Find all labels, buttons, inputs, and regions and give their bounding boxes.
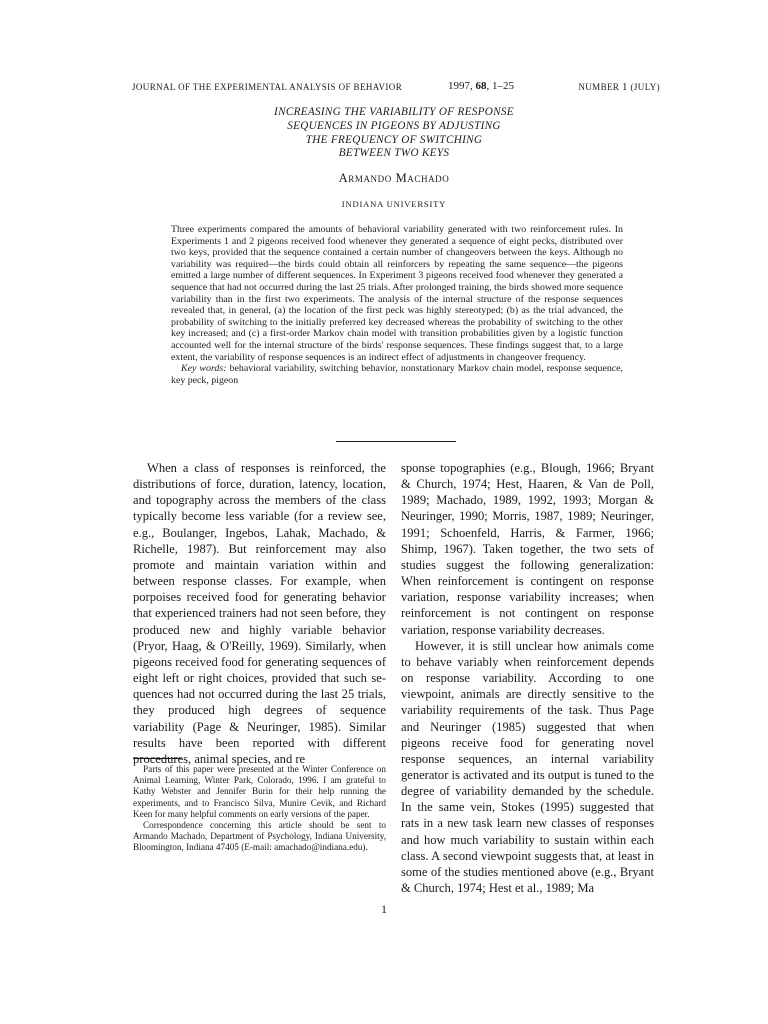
keywords-label: Key words: bbox=[181, 363, 227, 375]
body-paragraph: When a class of responses is reinforced, the distributions of force, duration, latency, location, and topography across the members of the class typically become less variable (for a review see, e.g., Boulanger, Ingebos, Lahak, Machado, & Richelle, 1987). But reinforcement may also promote and maintain variation within and between response classes. For example, when porpoises received food for generating behavior that experienced trainers had not seen before, they produced new and highly variable behavior (Pryor, Haag, & O'Reilly, 1969). Similarly, when pigeons received food for generating sequences of eight left or right choices, provided that such sequences had not occurred during the last 25 trials, they produced high degrees of sequence variability (Page & Neuringer, 1985). Similar results have been reported with different procedures, animal species, and re bbox=[133, 461, 386, 766]
author-affiliation: INDIANA UNIVERSITY bbox=[341, 199, 447, 209]
keywords bbox=[171, 363, 623, 386]
title-line: THE FREQUENCY OF SWITCHING bbox=[305, 133, 483, 146]
citation-volume: 68 bbox=[475, 80, 487, 92]
footnotes bbox=[133, 764, 386, 854]
body-column-left bbox=[133, 460, 386, 767]
journal-name: JOURNAL OF THE EXPERIMENTAL ANALYSIS OF BEHAVIOR bbox=[132, 82, 403, 92]
article-title bbox=[184, 106, 604, 161]
body-column-right bbox=[401, 460, 654, 896]
footnote-divider bbox=[133, 758, 181, 759]
issue-number bbox=[578, 80, 660, 94]
footnote: Correspondence concerning this article should be sent to Armando Machado, Department of Psychology, Indiana University, Bloomington, Indiana 47405 (E-mail: amachado@indiana.edu). bbox=[133, 820, 386, 853]
issue-number-label: NUMBER bbox=[578, 82, 622, 92]
title-line: SEQUENCES IN PIGEONS BY ADJUSTING bbox=[287, 119, 501, 132]
abstract-text: Three experiments compared the amounts of behavioral variability generated with two reinforcement rules. In Experiments 1 and 2 pigeons received food whenever they generated a sequence of eight pecks, distributed over two keys, provided that the sequence contained a certain number of changeovers between the keys. Although no variability was required—the birds could obtain all reinforcers by repeating the same sequence—the pigeons emitted a large number of different sequences. In Experiment 3 pigeons received food whenever they generated a sequence that had not occurred during the last 25 trials. After prolonged training, the birds showed more sequence variability than in the first two experiments. The analysis of the internal structure of the response sequences revealed that, in general, (a) the location of the first peck was highly stereotyped; (b) as the trial advanced, the probability of switching to the initially preferred key decreased whereas the probability of switching to the other key increased; and (c) a first-order Markov chain model with transition probabilities given by a logistic function accounted well for the internal structure of the birds' response sequences. These findings suggest that, to a large extent, the variability of response sequences is an indirect effect of adjustments in changeover frequency. bbox=[171, 224, 623, 363]
keywords-list: behavioral variability, switching behavior, nonstationary Markov chain model, response sequence, key peck, pigeon bbox=[171, 363, 624, 386]
title-line: BETWEEN TWO KEYS bbox=[338, 147, 450, 160]
abstract bbox=[171, 224, 623, 386]
citation bbox=[448, 79, 514, 93]
body-paragraph: However, it is still unclear how animals come to behave variably when reinforcement depends on response variability. According to one viewpoint, animals are directly sensitive to the variability requirements of the task. Thus Page and Neuringer (1985) suggested that when pigeons receive food for generating novel response sequences, an internal variability generator is activated and its output is tuned to the degree of variability demanded by the schedule. In the same vein, Stokes (1995) suggested that rats in a new task learn new classes of responses and how much variability to sustain within each class. A second viewpoint suggests that, at least in some of the studies mentioned above (e.g., Bryant & Church, 1974; Hest et al., 1989; Ma bbox=[401, 638, 654, 896]
citation-year: 1997, bbox=[448, 80, 476, 92]
body-paragraph: sponse topographies (e.g., Blough, 1966; Bryant & Church, 1974; Hest, Haaren, & Van de Poll, 1989; Machado, 1989, 1992, 1993; Morgan & Neuringer, 1990; Morris, 1987, 1989; Neuringer, 1991; Schoenfeld, Harris, & Farmer, 1966; Shimp, 1967). Taken together, the two sets of studies suggest the following generalization: When reinforcement is contingent on response variation, response variability increases; when reinforcement is not contingent on response variation, response variability decreases. bbox=[401, 461, 654, 637]
issue-number-value: 1 bbox=[621, 81, 628, 93]
issue-month: (JULY) bbox=[627, 82, 660, 92]
citation-pages: , 1–25 bbox=[486, 80, 514, 92]
section-divider bbox=[336, 441, 456, 442]
author-name: Armando Machado bbox=[338, 171, 450, 185]
title-line: INCREASING THE VARIABILITY OF RESPONSE bbox=[274, 106, 514, 118]
footnote: Parts of this paper were presented at the Winter Conference on Animal Learning, Winter Park, Colorado, 1996. I am grateful to Kathy Webster and Jennifer Burin for their help running the experiments, and to Francisco Silva, Munire Cevik, and Richard Keen for many helpful comments on early versions of the paper. bbox=[133, 764, 386, 819]
page-number: 1 bbox=[381, 902, 387, 916]
